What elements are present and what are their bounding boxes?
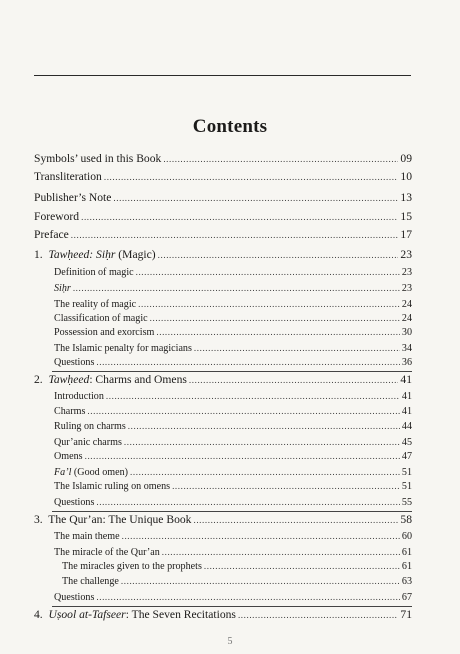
toc-entry-page: 15 — [400, 210, 412, 223]
toc-entry — [34, 437, 412, 448]
leader-dots — [193, 515, 398, 525]
leader-dots — [158, 250, 399, 260]
toc-entry-page: 30 — [401, 327, 412, 338]
toc-entry-label: 3. The Qur’an: The Unique Book — [34, 513, 192, 526]
leader-dots — [73, 283, 400, 293]
toc-entry-label: Transliteration — [34, 170, 102, 183]
toc-entry-page: 17 — [400, 228, 412, 241]
toc-entry — [34, 357, 412, 368]
toc-entry — [34, 210, 412, 223]
toc-entry-page: 23 — [400, 248, 412, 261]
toc-entry-label: The Islamic penalty for magicians — [54, 343, 192, 354]
toc-entry — [34, 327, 412, 338]
toc-entry-page: 45 — [401, 437, 412, 448]
leader-dots — [96, 592, 400, 602]
leader-dots — [121, 576, 400, 586]
toc-entry — [34, 313, 412, 324]
toc-entry — [34, 592, 412, 603]
toc-entry-page: 13 — [400, 191, 412, 204]
toc-entry — [34, 267, 412, 278]
toc-entry-page: 47 — [401, 451, 412, 462]
toc-entry-label: Definition of magic — [54, 267, 134, 278]
toc-entry-page: 41 — [400, 373, 412, 386]
leader-dots — [71, 230, 399, 240]
leader-dots — [104, 172, 399, 182]
toc-entry-label: 2. Tawḥeed: Charms and Omens — [34, 373, 187, 386]
section-divider — [52, 371, 412, 372]
leader-dots — [194, 343, 400, 353]
leader-dots — [204, 561, 400, 571]
toc-entry — [34, 421, 412, 432]
toc-entry — [34, 481, 412, 492]
toc-entry-page: 51 — [401, 481, 412, 492]
toc-entry — [34, 191, 412, 204]
toc-entry — [34, 497, 412, 508]
toc-entry-label: Introduction — [54, 391, 104, 402]
toc-entry-label: The main theme — [54, 531, 120, 542]
toc-entry-page: 67 — [401, 592, 412, 603]
toc-entry-label: 1. Tawḥeed: Siḥr (Magic) — [34, 248, 156, 261]
leader-dots — [85, 451, 400, 461]
toc-entry-label: Qur’anic charms — [54, 437, 122, 448]
toc-entry-page: 71 — [400, 608, 412, 621]
toc-entry-label: Omens — [54, 451, 83, 462]
page-title: Contents — [192, 116, 268, 137]
toc-entry — [34, 343, 412, 354]
toc-entry — [34, 170, 412, 183]
toc-entry — [34, 391, 412, 402]
toc-entry-label: Siḥr — [54, 283, 71, 294]
toc-entry — [34, 283, 412, 294]
toc-entry-page: 55 — [401, 497, 412, 508]
toc-entry — [34, 547, 412, 558]
page-number: 5 — [227, 636, 233, 647]
leader-dots — [87, 406, 400, 416]
toc-entry-page: 23 — [401, 283, 412, 294]
leader-dots — [189, 375, 399, 385]
leader-dots — [96, 357, 400, 367]
toc-entry-page: 34 — [401, 343, 412, 354]
toc-entry-label: Questions — [54, 592, 95, 603]
toc-entry-label: The challenge — [62, 576, 119, 587]
toc-entry-label: The reality of magic — [54, 299, 137, 310]
toc-entry — [34, 561, 412, 572]
toc-entry — [34, 248, 412, 261]
toc-entry-label: 4. Uṣool at-Tafseer: The Seven Recitations — [34, 608, 236, 621]
toc-entry-label: Questions — [54, 357, 95, 368]
leader-dots — [136, 267, 400, 277]
toc-entry — [34, 451, 412, 462]
toc-entry-page: 44 — [401, 421, 412, 432]
toc-entry — [34, 299, 412, 310]
leader-dots — [113, 193, 398, 203]
toc-entry — [34, 531, 412, 542]
toc-entry-page: 24 — [401, 299, 412, 310]
leader-dots — [96, 497, 400, 507]
toc-entry-label: Charms — [54, 406, 86, 417]
leader-dots — [150, 313, 400, 323]
toc-entry-page: 23 — [401, 267, 412, 278]
toc-entry — [34, 228, 412, 241]
leader-dots — [122, 531, 400, 541]
leader-dots — [81, 212, 398, 222]
toc-entry-label: Ruling on charms — [54, 421, 126, 432]
leader-dots — [162, 547, 400, 557]
header-rule — [34, 75, 411, 76]
toc-entry — [34, 467, 412, 478]
toc-entry-page: 51 — [401, 467, 412, 478]
toc-entry-page: 41 — [401, 406, 412, 417]
section-divider — [52, 511, 412, 512]
leader-dots — [124, 437, 400, 447]
toc-entry-label: The Islamic ruling on omens — [54, 481, 171, 492]
section-divider — [52, 606, 412, 607]
leader-dots — [106, 391, 400, 401]
leader-dots — [172, 481, 400, 491]
toc-entry-page: 24 — [401, 313, 412, 324]
toc-entry — [34, 152, 412, 165]
toc-entry-label: Publisher’s Note — [34, 191, 112, 204]
toc-entry-label: The miracles given to the prophets — [62, 561, 202, 572]
leader-dots — [163, 154, 398, 164]
leader-dots — [138, 299, 400, 309]
toc-entry-label: Classification of magic — [54, 313, 148, 324]
toc-entry — [34, 373, 412, 386]
leader-dots — [238, 610, 398, 620]
toc-entry-label: Possession and exorcism — [54, 327, 155, 338]
toc-entry-label: Foreword — [34, 210, 80, 223]
toc-entry-page: 61 — [401, 547, 412, 558]
toc-entry-page: 41 — [401, 391, 412, 402]
toc-entry — [34, 576, 412, 587]
toc-entry-page: 58 — [400, 513, 412, 526]
toc-entry-label: Questions — [54, 497, 95, 508]
toc-entry — [34, 608, 412, 621]
toc-entry-label: Fa’l (Good omen) — [54, 467, 129, 478]
toc-entry-page: 60 — [401, 531, 412, 542]
toc-entry — [34, 513, 412, 526]
leader-dots — [130, 467, 400, 477]
toc-entry-page: 10 — [400, 170, 412, 183]
leader-dots — [128, 421, 400, 431]
leader-dots — [156, 327, 400, 337]
toc-entry-page: 63 — [401, 576, 412, 587]
toc-entry-label: Preface — [34, 228, 69, 241]
toc-entry-label: The miracle of the Qur’an — [54, 547, 160, 558]
toc-entry-page: 61 — [401, 561, 412, 572]
toc-entry-page: 36 — [401, 357, 412, 368]
toc-entry-label: Symbols’ used in this Book — [34, 152, 162, 165]
toc-entry-page: 09 — [400, 152, 412, 165]
toc-entry — [34, 406, 412, 417]
